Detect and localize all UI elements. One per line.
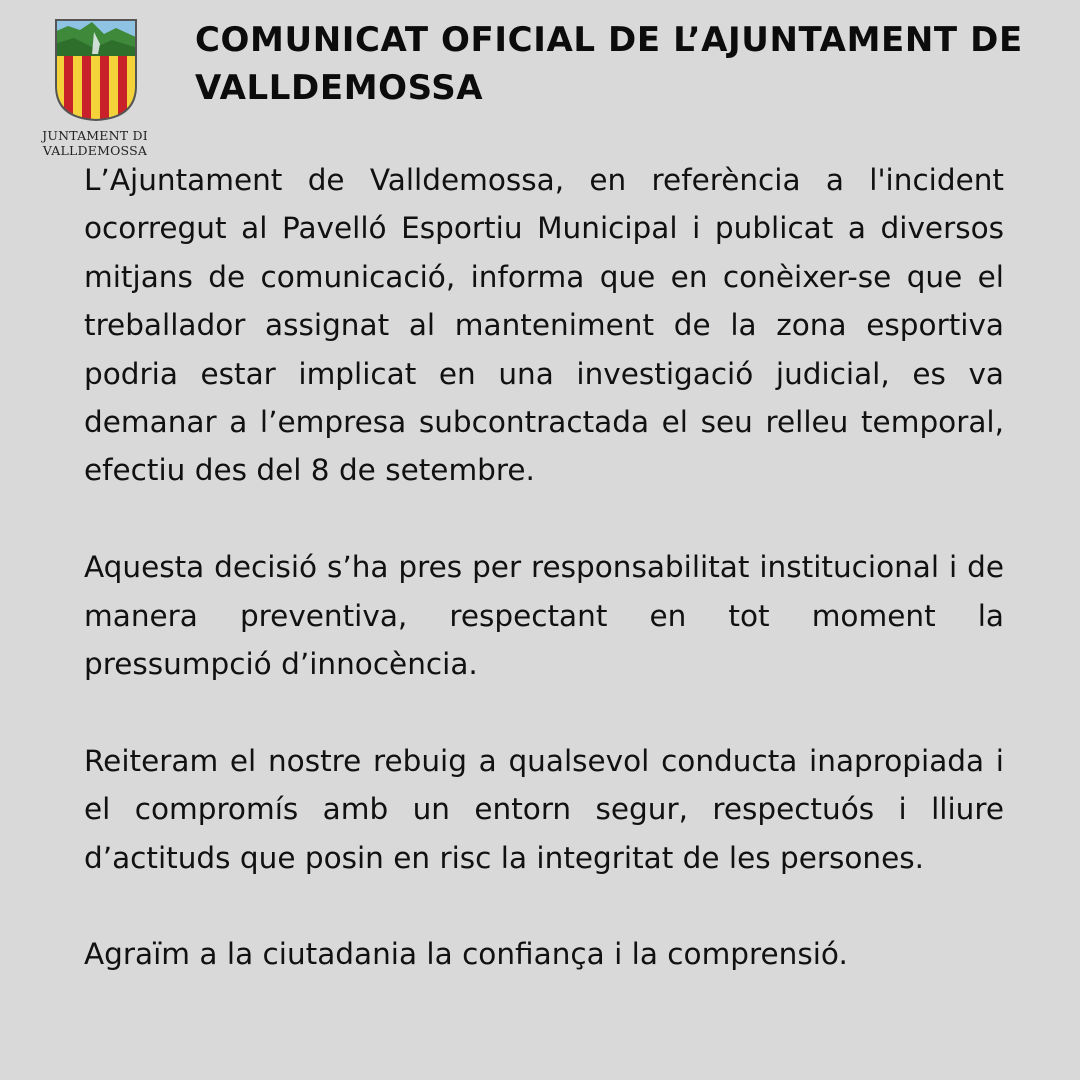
page-title: COMUNICAT OFICIAL DE L’AJUNTAMENT DE VALLDEMOSSA [195, 20, 1023, 108]
communique-body [84, 156, 1004, 979]
logo-caption [30, 128, 160, 158]
paragraph-rejection: Reiteram el nostre rebuig a qualsevol conducta inapropiada i el compromís amb un entorn segur, respectuós i lliure d’actituds que posin en risc la integritat de les persones. [84, 743, 1004, 875]
logo-caption-line2: VALLDEMOSSA [42, 143, 148, 158]
coat-of-arms-shield-icon [54, 18, 138, 122]
paragraph-incident: L’Ajuntament de Valldemossa, en referència a l'incident ocorregut al Pavelló Esportiu Municipal i publicat a diversos mitjans de comunicació, informa que en conèixer-se que el treballador assignat al manteniment de la zona esportiva podria estar implicat en una investigació judicial, es va demanar a l’empresa subcontractada el seu relleu temporal, efectiu des del 8 de setembre. [84, 163, 1004, 488]
logo-caption-line1: JUNTAMENT DI [42, 128, 148, 143]
paragraph-thanks: Agraïm a la ciutadania la confiança i la comprensió. [84, 937, 848, 972]
municipal-coat-of-arms-logo [30, 18, 160, 166]
paragraph-decision: Aquesta decisió s’ha pres per responsabilitat institucional i de manera preventiva, respectant en tot moment la pressumpció d’innocència. [84, 550, 1004, 682]
